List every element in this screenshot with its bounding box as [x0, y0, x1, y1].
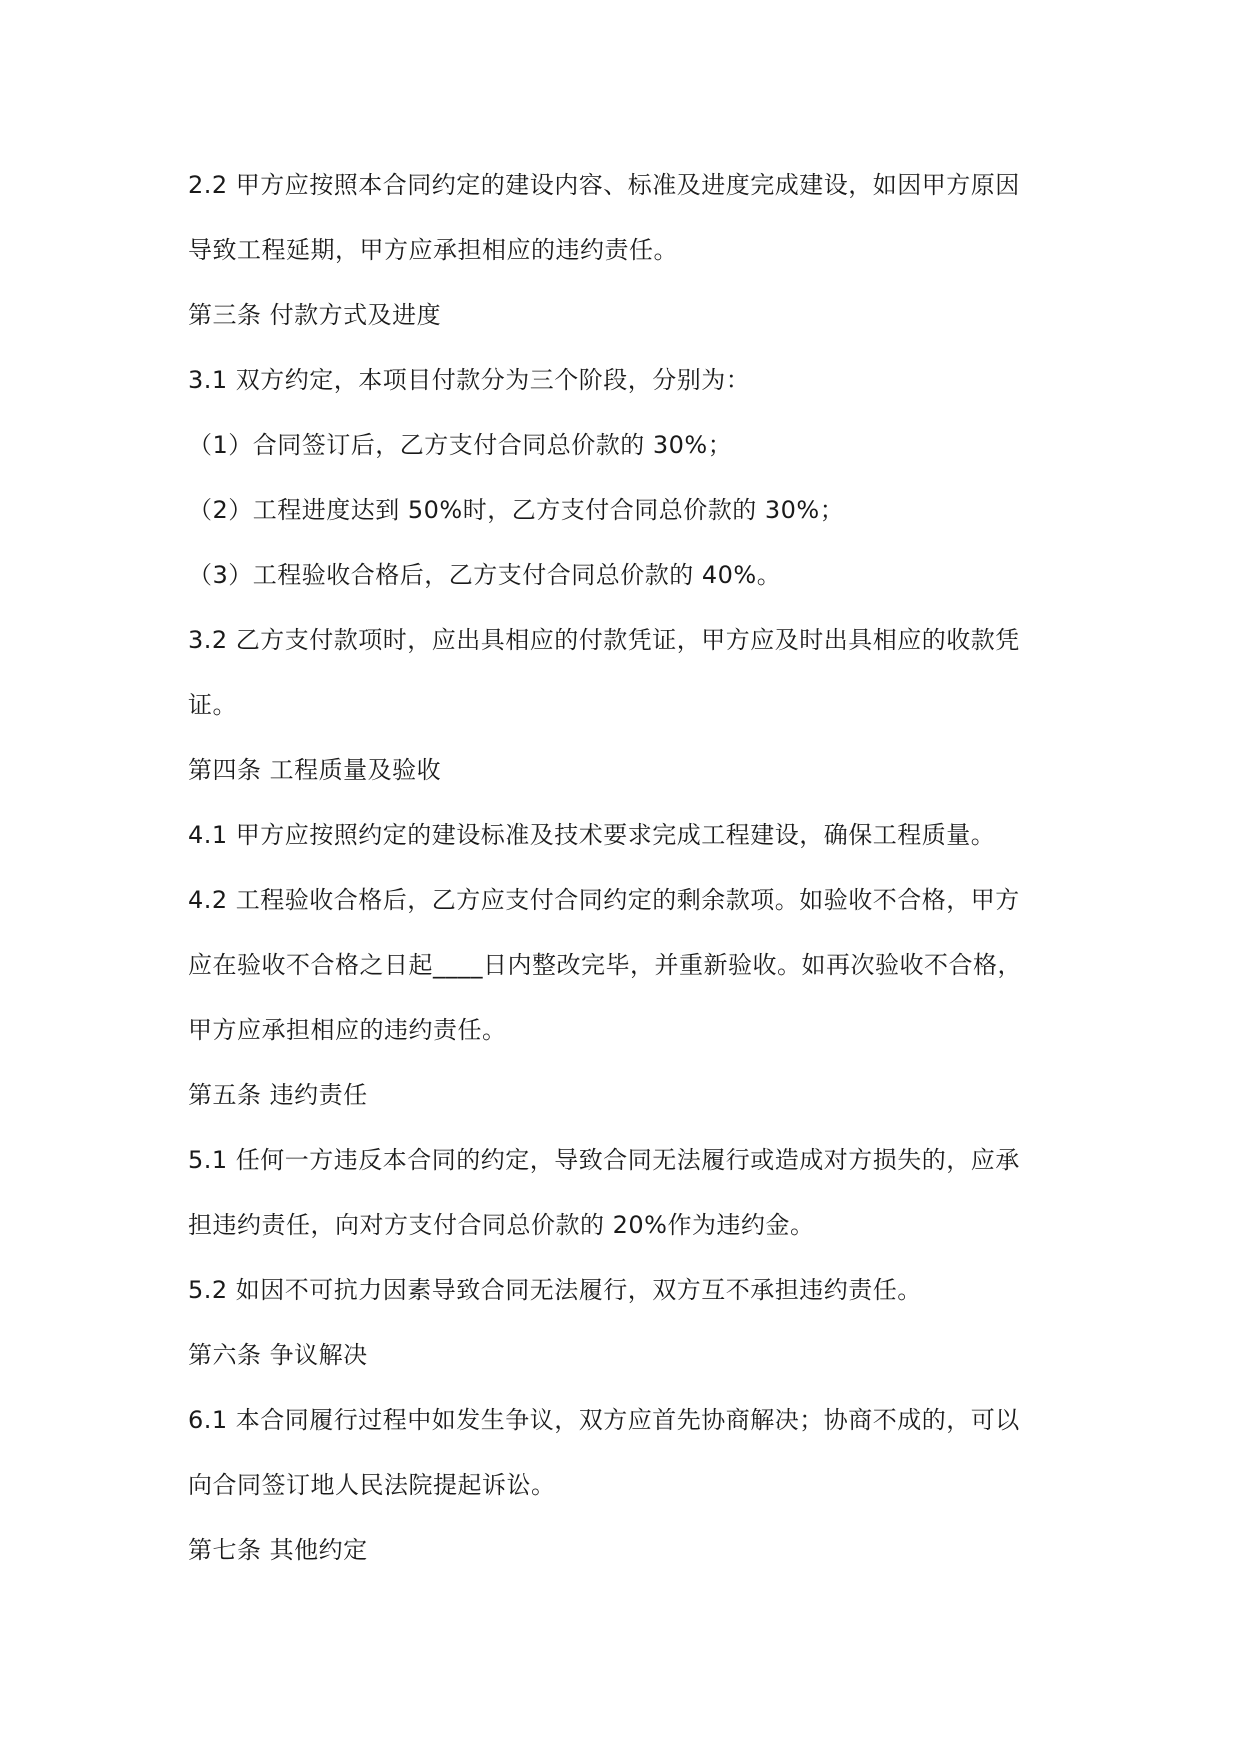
- clause-4-1: 4.1 甲方应按照约定的建设标准及技术要求完成工程建设，确保工程质量。: [188, 821, 996, 849]
- payment-stage-3: （3）工程验收合格后，乙方支付合同总价款的 40%。: [188, 561, 782, 589]
- clause-6-1-line-1: 6.1 本合同履行过程中如发生争议，双方应首先协商解决；协商不成的，可以: [188, 1406, 1020, 1434]
- clause-4-2-line-1: 4.2 工程验收合格后，乙方应支付合同约定的剩余款项。如验收不合格，甲方: [188, 886, 1020, 914]
- clause-5-2: 5.2 如因不可抗力因素导致合同无法履行，双方互不承担违约责任。: [188, 1276, 922, 1304]
- clause-4-2-line-2: 应在验收不合格之日起____日内整改完毕，并重新验收。如再次验收不合格，: [188, 951, 1022, 979]
- clause-5-1-line-2: 担违约责任，向对方支付合同总价款的 20%作为违约金。: [188, 1211, 815, 1239]
- article-7-heading: 第七条 其他约定: [188, 1536, 368, 1564]
- article-6-heading: 第六条 争议解决: [188, 1341, 368, 1369]
- clause-2-2-line-2: 导致工程延期，甲方应承担相应的违约责任。: [188, 236, 678, 264]
- clause-3-2-line-2: 证。: [188, 691, 237, 719]
- article-4-heading: 第四条 工程质量及验收: [188, 756, 442, 784]
- article-5-heading: 第五条 违约责任: [188, 1081, 368, 1109]
- clause-3-2-line-1: 3.2 乙方支付款项时，应出具相应的付款凭证，甲方应及时出具相应的收款凭: [188, 626, 1020, 654]
- article-3-heading: 第三条 付款方式及进度: [188, 301, 442, 329]
- clause-4-2-line-3: 甲方应承担相应的违约责任。: [188, 1016, 507, 1044]
- payment-stage-1: （1）合同签订后，乙方支付合同总价款的 30%；: [188, 431, 733, 459]
- clause-3-1: 3.1 双方约定，本项目付款分为三个阶段，分别为：: [188, 366, 751, 394]
- clause-5-1-line-1: 5.1 任何一方违反本合同的约定，导致合同无法履行或造成对方损失的，应承: [188, 1146, 1020, 1174]
- clause-2-2-line-1: 2.2 甲方应按照本合同约定的建设内容、标准及进度完成建设，如因甲方原因: [188, 171, 1020, 199]
- clause-6-1-line-2: 向合同签订地人民法院提起诉讼。: [188, 1471, 556, 1499]
- payment-stage-2: （2）工程进度达到 50%时，乙方支付合同总价款的 30%；: [188, 496, 845, 524]
- document-body: [188, 153, 1050, 1583]
